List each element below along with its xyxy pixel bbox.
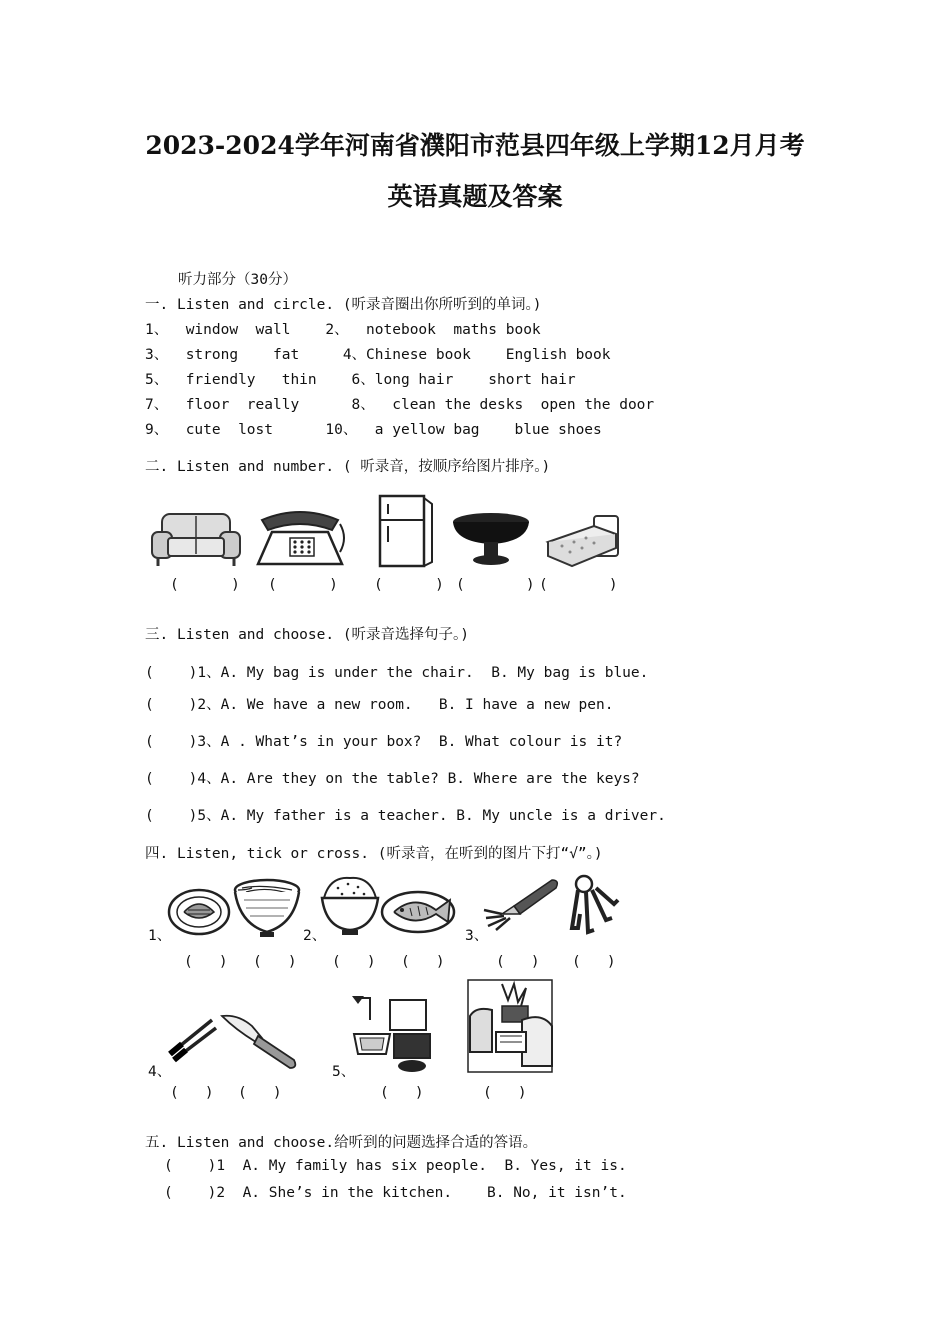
sec3-item: ( )2、A. We have a new room. B. I have a new pen. xyxy=(145,697,614,713)
title-line-1: 2023-2024学年河南省濮阳市范县四年级上学期12月月考 xyxy=(145,131,805,160)
fish-plate-picture xyxy=(378,884,460,936)
sec1-heading: 一. Listen and circle. (听录音圈出你所听到的单词。) xyxy=(145,297,542,313)
sec3-item: ( )3、A . What’s in your box? B. What colour is it? xyxy=(145,734,623,750)
noodles-plate-picture xyxy=(166,884,232,938)
sec5-heading: 五. Listen and choose.给听到的问题选择合适的答语。 xyxy=(145,1135,538,1151)
sec3-item: ( )5、A. My father is a teacher. B. My uncle is a driver. xyxy=(145,808,666,824)
sec2-bracket[interactable]: ( ) xyxy=(170,577,240,593)
chopsticks-picture xyxy=(166,1016,218,1064)
sec4-bracket[interactable]: ( ) xyxy=(496,954,540,970)
sec1-row: 7、 floor really 8、 clean the desks open the door xyxy=(145,397,655,413)
sec3-item: ( )4、A. Are they on the table? B. Where are the keys? xyxy=(145,771,640,787)
sec3-item: ( )1、A. My bag is under the chair. B. My bag is blue. xyxy=(145,665,649,681)
sofa-picture xyxy=(148,508,244,570)
sec4-bracket[interactable]: ( ) xyxy=(572,954,616,970)
sec4-bracket[interactable]: ( ) xyxy=(170,1085,214,1101)
sec2-heading: 二. Listen and number. ( 听录音，按顺序给图片排序。) xyxy=(145,459,551,475)
table-picture xyxy=(450,510,532,568)
noodles-bowl-picture xyxy=(232,876,302,940)
sec4-bracket[interactable]: ( ) xyxy=(332,954,376,970)
sec1-row: 1、 window wall 2、 notebook maths book xyxy=(145,322,541,338)
sec4-bracket[interactable]: ( ) xyxy=(184,954,228,970)
sec4-number: 1、 xyxy=(148,928,172,944)
sec2-bracket[interactable]: ( ) xyxy=(268,577,338,593)
sec4-bracket[interactable]: ( ) xyxy=(380,1085,424,1101)
sec1-row: 5、 friendly thin 6、long hair short hair xyxy=(145,372,576,388)
sec4-bracket[interactable]: ( ) xyxy=(401,954,445,970)
sec5-item: ( )1 A. My family has six people. B. Yes, it is. xyxy=(164,1158,627,1174)
sec4-bracket[interactable]: ( ) xyxy=(483,1085,527,1101)
sec5-item: ( )2 A. She’s in the kitchen. B. No, it isn’t. xyxy=(164,1185,627,1201)
knife-picture xyxy=(218,1010,302,1074)
sec4-bracket[interactable]: ( ) xyxy=(238,1085,282,1101)
bed-picture xyxy=(542,512,622,568)
sec1-row: 3、 strong fat 4、Chinese book English book xyxy=(145,347,611,363)
sec3-heading: 三. Listen and choose. (听录音选择句子。) xyxy=(145,627,470,643)
sec2-bracket[interactable]: ( ) xyxy=(539,577,618,593)
sec4-number: 4、 xyxy=(148,1064,172,1080)
sec2-bracket[interactable]: ( ) xyxy=(456,577,535,593)
living-room-picture xyxy=(462,976,558,1076)
sec2-bracket[interactable]: ( ) xyxy=(374,577,444,593)
sec4-number: 2、 xyxy=(303,928,327,944)
sec4-heading: 四. Listen, tick or cross. (听录音，在听到的图片下打“√”。) xyxy=(145,846,603,862)
keys-picture xyxy=(566,874,622,938)
sec4-number: 3、 xyxy=(465,928,489,944)
rice-bowl-picture xyxy=(320,872,380,938)
listening-header: 听力部分（30分） xyxy=(178,272,297,288)
sec1-row: 9、 cute lost 10、 a yellow bag blue shoes xyxy=(145,422,602,438)
fridge-picture xyxy=(372,492,438,570)
telephone-picture xyxy=(252,508,348,570)
sec4-bracket[interactable]: ( ) xyxy=(253,954,297,970)
bathroom-picture xyxy=(350,990,438,1074)
fork-picture xyxy=(480,876,560,932)
sec4-number: 5、 xyxy=(332,1064,356,1080)
title-line-2: 英语真题及答案 xyxy=(387,182,563,211)
